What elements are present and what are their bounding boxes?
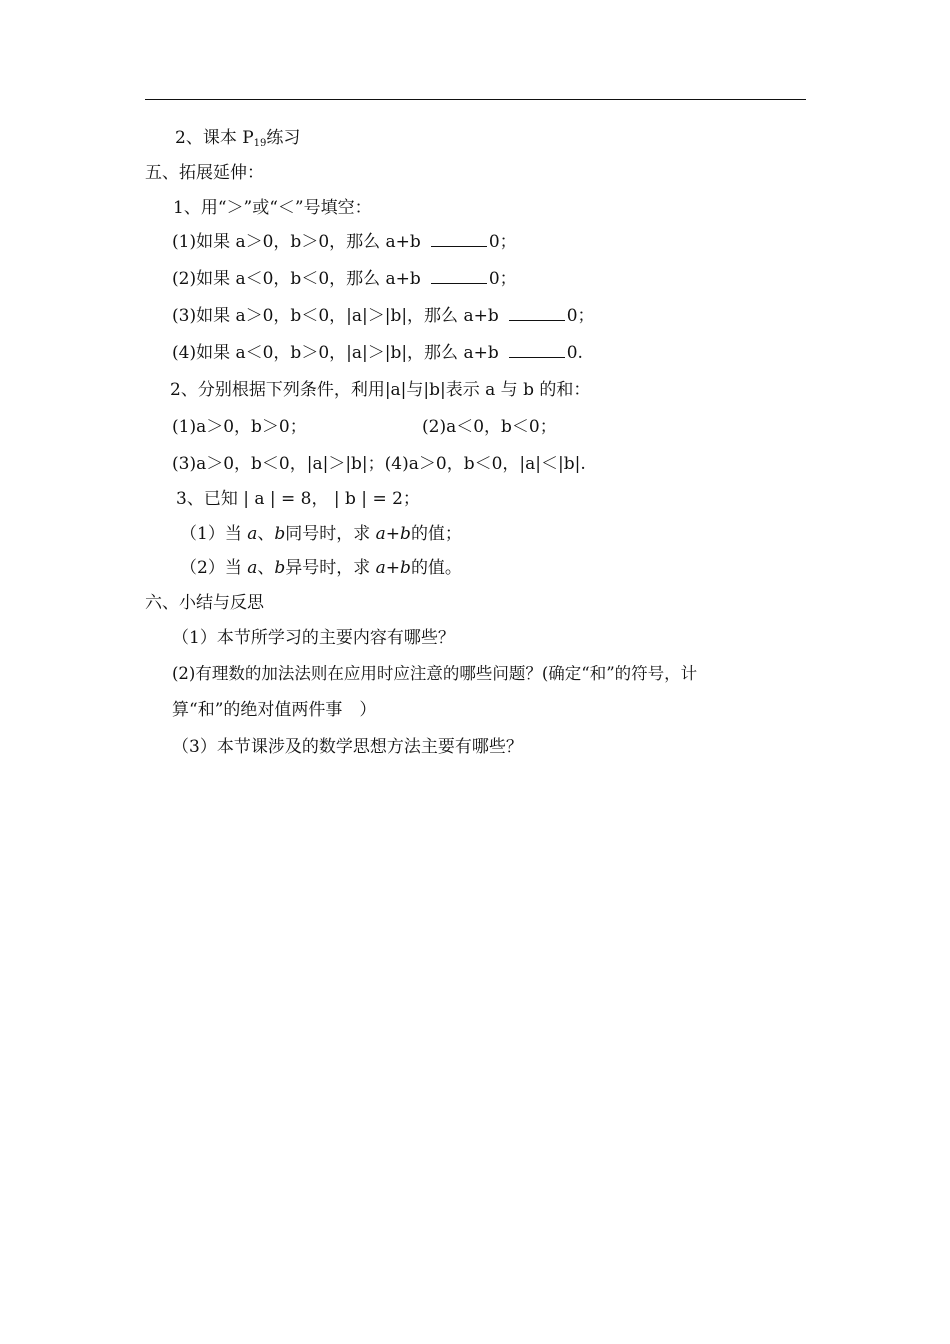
q3-part-1 — [180, 523, 462, 545]
textbook-exercise-line — [175, 127, 300, 155]
q3-p1-end: 的值； — [410, 524, 462, 544]
q1-item-3 — [172, 305, 595, 327]
answer-blank[interactable] — [509, 343, 565, 358]
q1-item-4-stem: (4)如果 a＜0，b＞0，|a|＞|b|，那么 a+b — [172, 343, 499, 363]
q2-condition-3-4: (3)a＞0，b＜0，|a|＞|b|；(4)a＞0，b＜0，|a|＜|b|. — [172, 454, 586, 474]
separator: 、 — [257, 558, 275, 578]
q1-item-4-end: 0. — [566, 343, 583, 363]
q1-item-4 — [172, 342, 583, 364]
section-five-title: 五、拓展延伸： — [145, 163, 264, 183]
q1-item-2-stem: (2)如果 a＜0，b＜0，那么 a+b — [172, 269, 421, 289]
q3-p2-mid: 异号时，求 — [285, 558, 376, 578]
q1-item-2 — [172, 268, 517, 290]
q1-item-2-end: 0； — [488, 269, 517, 289]
q1-item-1-end: 0； — [488, 232, 517, 252]
reflection-3: （3）本节课涉及的数学思想方法主要有哪些？ — [172, 737, 523, 757]
answer-blank[interactable] — [431, 232, 487, 247]
q3-p1-lead: （1）当 — [180, 524, 248, 544]
variable-a: a — [247, 558, 258, 578]
header-rule — [145, 99, 806, 100]
answer-blank[interactable] — [431, 269, 487, 284]
separator: 、 — [257, 524, 275, 544]
variable-b: b — [274, 558, 286, 578]
q1-item-3-stem: (3)如果 a＞0，b＜0，|a|＞|b|，那么 a+b — [172, 306, 499, 326]
answer-blank[interactable] — [509, 306, 565, 321]
reflection-2-line-1: (2)有理数的加法法则在应用时应注意的哪些问题？(确定“和”的符号，计 — [172, 664, 698, 683]
q2-condition-1: (1)a＞0，b＞0； — [172, 417, 307, 437]
q3-p2-end: 的值。 — [410, 558, 462, 578]
sum-expression: a+b — [375, 558, 411, 578]
reflection-1: （1）本节所学习的主要内容有哪些？ — [172, 628, 455, 648]
section-six-title: 六、小结与反思 — [145, 593, 264, 613]
q3-title: 3、已知 | a | = 8， | b | = 2； — [176, 489, 420, 509]
q3-p2-lead: （2）当 — [180, 558, 248, 578]
q2-condition-2: (2)a＜0，b＜0； — [422, 417, 557, 437]
q3-part-2 — [180, 557, 462, 579]
variable-a: a — [247, 524, 258, 544]
reflection-2-line-2: 算“和”的绝对值两件事 ） — [172, 700, 377, 720]
page-subscript: 19 — [253, 138, 267, 149]
q2-title: 2、分别根据下列条件，利用|a|与|b|表示 a 与 b 的和： — [170, 380, 591, 400]
variable-b: b — [274, 524, 286, 544]
q1-item-1 — [172, 231, 517, 253]
q1-item-1-stem: (1)如果 a＞0，b＞0，那么 a+b — [172, 232, 421, 252]
sum-expression: a+b — [375, 524, 411, 544]
q1-item-3-end: 0； — [566, 306, 595, 326]
exercise-prefix: 2、课本 P — [175, 128, 254, 148]
q3-p1-mid: 同号时，求 — [285, 524, 376, 544]
q1-title: 1、用“＞”或“＜”号填空： — [173, 198, 372, 218]
exercise-suffix: 练习 — [266, 128, 301, 148]
